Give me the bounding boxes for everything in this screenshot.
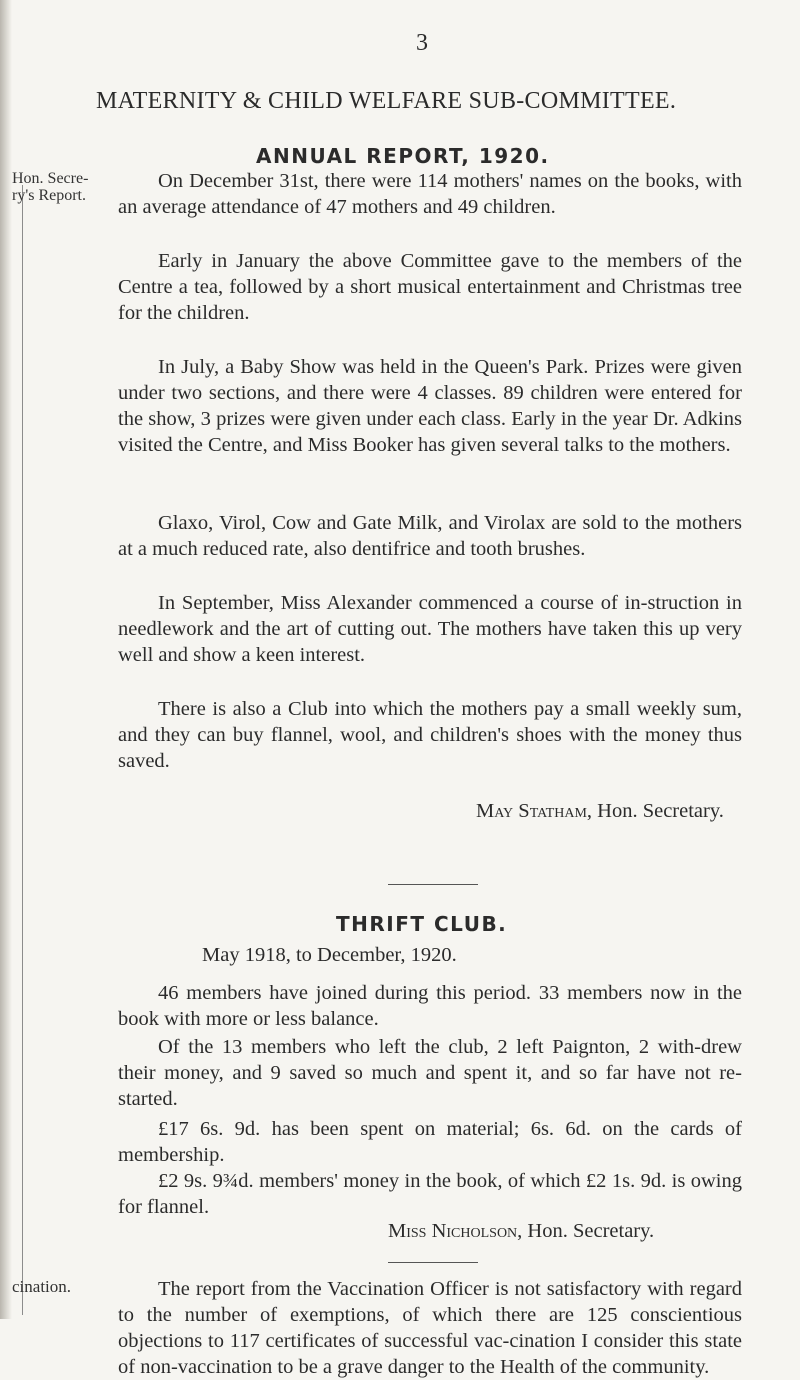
thrift-club-paragraph-4: £2 9s. 9¾d. members' money in the book, of which £2 1s. 9d. is owing for flannel. bbox=[118, 1170, 742, 1218]
vaccination-paragraph: The report from the Vaccination Officer is not satisfactory with regard to the number of exemptions, of which there are 125 conscientious objections to 117 certificates of successful vac-cination I consider this state of non-vaccination to be a grave danger to the Health of the community. bbox=[118, 1278, 742, 1378]
margin-note-vaccination: cination. bbox=[12, 1277, 72, 1296]
thrift-club-title: THRIFT CLUB. bbox=[336, 912, 508, 936]
section-divider bbox=[388, 1262, 478, 1263]
annual-report-paragraph-1: On December 31st, there were 114 mothers' names on the books, with an average attendance of 47 mothers and 49 children. bbox=[118, 170, 742, 218]
page-binding-edge bbox=[0, 0, 12, 1319]
signature-title: Hon. Secretary. bbox=[527, 1220, 655, 1242]
thrift-club-period: May 1918, to December, 1920. bbox=[202, 944, 457, 966]
annual-report-paragraph-6: There is also a Club into which the mothers pay a small weekly sum, and they can buy flannel, wool, and children's shoes with the money thus saved. bbox=[118, 698, 742, 772]
annual-report-paragraph-3: In July, a Baby Show was held in the Queen's Park. Prizes were given under two sections, and there were 4 classes. 89 children were entered for the show, 3 prizes were given under each class. Early in the year Dr. Adkins visited the Centre, and Miss Booker has given several talks to the mothers. bbox=[118, 356, 742, 456]
thrift-club-signature bbox=[388, 1220, 654, 1243]
annual-report-paragraph-5: In September, Miss Alexander commenced a course of in-struction in needlework and the art of cutting out. The mothers have taken this up very well and show a keen interest. bbox=[118, 592, 742, 666]
signature-title: Hon. Secretary. bbox=[597, 800, 724, 822]
thrift-club-paragraph-3: £17 6s. 9d. has been spent on material; 6s. 6d. on the cards of membership. bbox=[118, 1118, 742, 1166]
margin-note-hon-secretary-line2: ry's Report. bbox=[12, 187, 86, 204]
annual-report-title: ANNUAL REPORT, 1920. bbox=[256, 144, 550, 168]
thrift-club-paragraph-2: Of the 13 members who left the club, 2 left Paignton, 2 with-drew their money, and 9 saved so much and spent it, and so far have not re-started. bbox=[118, 1036, 742, 1110]
annual-report-paragraph-4: Glaxo, Virol, Cow and Gate Milk, and Virolax are sold to the mothers at a much reduced rate, also dentifrice and tooth brushes. bbox=[118, 512, 742, 560]
running-head: MATERNITY & CHILD WELFARE SUB-COMMITTEE. bbox=[96, 88, 677, 114]
margin-note-hon-secretary-line1: Hon. Secre- bbox=[12, 170, 89, 187]
signature-name: Miss Nicholson, bbox=[388, 1220, 523, 1242]
margin-rule bbox=[22, 185, 23, 1315]
annual-report-paragraph-2: Early in January the above Committee gave to the members of the Centre a tea, followed by a short musical entertainment and Christmas tree for the children. bbox=[118, 250, 742, 324]
page-number: 3 bbox=[416, 30, 428, 56]
section-divider bbox=[388, 884, 478, 885]
signature-name: May Statham, bbox=[476, 800, 593, 822]
annual-report-signature bbox=[476, 800, 724, 823]
thrift-club-paragraph-1: 46 members have joined during this period. 33 members now in the book with more or less balance. bbox=[118, 982, 742, 1030]
